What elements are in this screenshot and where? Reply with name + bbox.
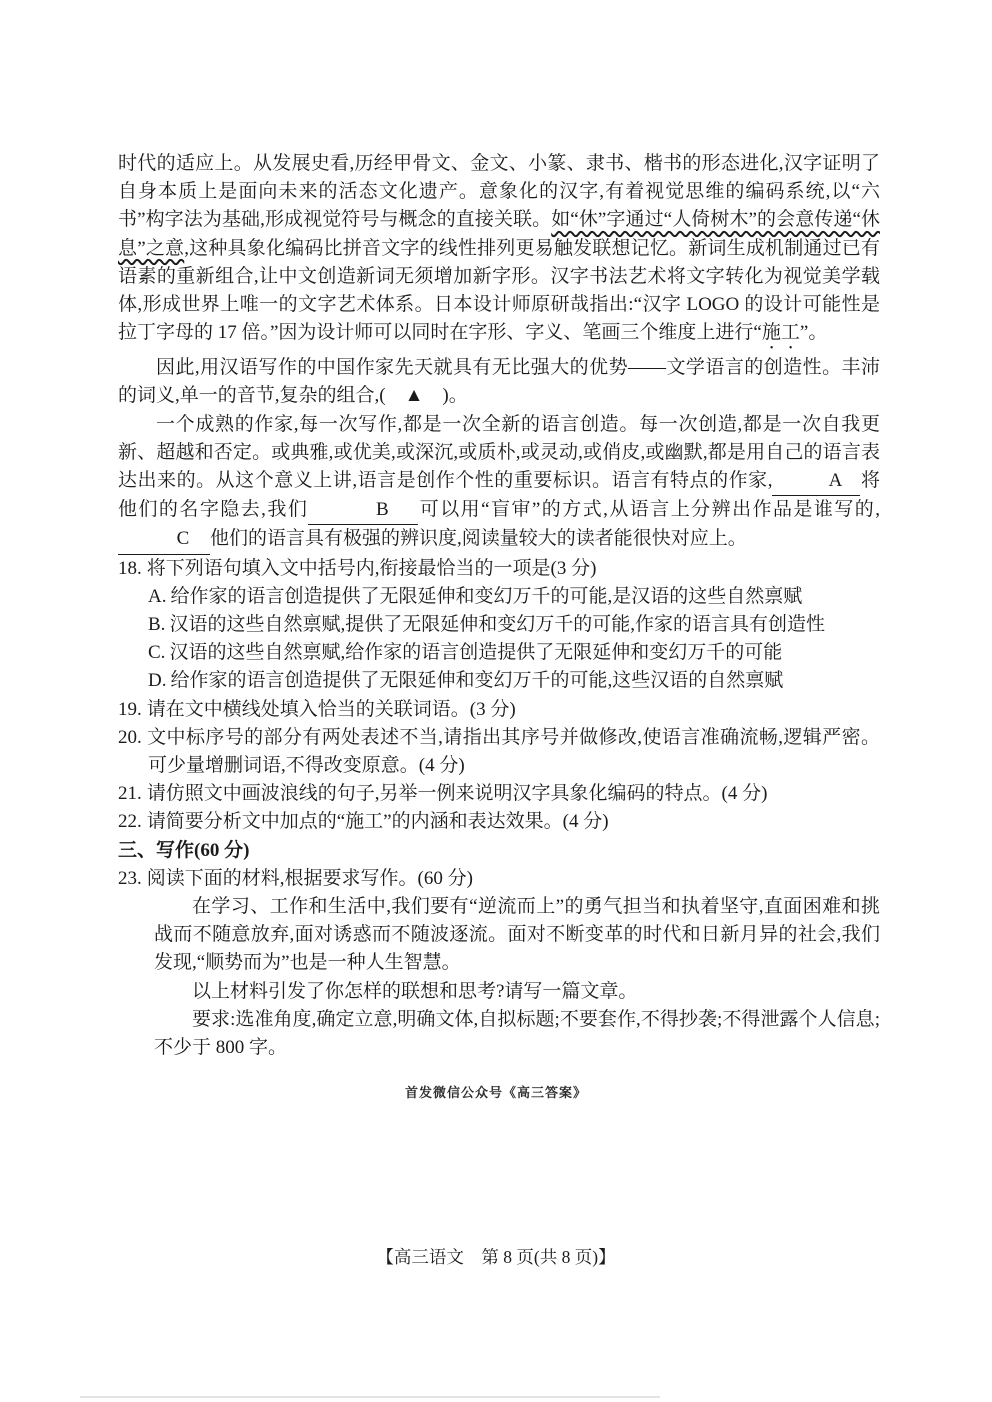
wavy-underlined-sentence: 如“休”字通过“人倚树木”的会意传递“休息”之意 [118, 209, 880, 259]
question-22-number: 22. [118, 811, 142, 833]
option-a-label: A. [148, 585, 167, 607]
fill-in-blank-b: B [308, 496, 418, 525]
question-18-option-a [118, 583, 880, 611]
fill-in-blank-a: A [772, 467, 860, 496]
passage-text: 将他们的名字隐去,我们 [118, 470, 880, 521]
scan-artifact-line [80, 1396, 660, 1398]
question-19 [118, 696, 880, 724]
option-a-text: 给作家的语言创造提供了无限延伸和变幻万千的可能,是汉语的这些自然禀赋 [170, 585, 803, 607]
question-18-text: 将下列语句填入文中括号内,衔接最恰当的一项是(3 分) [146, 557, 597, 579]
option-c-text: 汉语的这些自然禀赋,给作家的语言创造提供了无限延伸和变幻万千的可能 [169, 642, 783, 664]
passage-text: 一个成熟的作家,每一次写作,都是一次全新的语言创造。每一次创造,都是一次自我更新、超越和否定。或典雅,或优美,或深沉,或质朴,或灵动,或俏皮,或幽默,都是用自己的语言表达出来的。从这个意义上讲,语言是创作个性的重要标识。语言有特点的作家, [118, 413, 880, 492]
question-19-number: 19. [118, 698, 142, 720]
fill-in-blank-c: C [118, 525, 210, 554]
exam-content [118, 150, 880, 1062]
option-c-label: C. [148, 642, 166, 664]
question-18-option-d [118, 667, 880, 695]
question-21-number: 21. [118, 783, 142, 805]
option-b-label: B. [148, 614, 166, 636]
option-d-label: D. [148, 670, 167, 692]
question-20 [118, 724, 880, 780]
emphasis-dotted-word: 施工 [761, 322, 800, 344]
passage-text-middle: ,这种具象化编码比拼音文字的线性排列更易触发联想记忆。新词生成机制通过已有语素的重新组合,让中文创造新词无须增加新字形。汉字书法艺术将文字转化为视觉美学载体,形成世界上唯一的文字艺术体系。日本设计师原研哉指出:“汉字 LOGO 的设计可能性是拉丁字母的 17 倍。”因为设计师可以同时在字形、字义、笔画三个维度上进行“ [118, 237, 880, 344]
section-3-heading: 三、写作(60 分) [118, 839, 250, 861]
passage-text-before-wavy: 时代的适应上。从发展史看,历经甲骨文、金文、小篆、隶书、楷书的形态进化,汉字证明了自身本质上是面向未来的活态文化遗产。意象化的汉字,有着视觉思维的编码系统,以“六书”构字法为基础,形成视觉符号与概念的直接关联。 [118, 153, 880, 231]
passage-paragraph-3 [118, 411, 880, 555]
question-23-text: 阅读下面的材料,根据要求写作。(60 分) [146, 867, 473, 889]
essay-material-block [154, 893, 880, 1062]
question-22 [118, 808, 880, 836]
question-23 [118, 865, 880, 893]
question-18-number: 18. [118, 557, 142, 579]
question-18 [118, 555, 880, 583]
essay-material-paragraph: 在学习、工作和生活中,我们要有“逆流而上”的勇气担当和执着坚守,直面困难和挑战而不随意放弃,面对诱惑而不随波逐流。面对不断变革的时代和日新月异的社会,我们发现,“顺势而为”也是一种人生智慧。 [154, 896, 880, 974]
question-22-text: 请简要分析文中加点的“施工”的内涵和表达效果。(4 分) [146, 811, 609, 833]
question-18-option-b [118, 611, 880, 639]
question-21 [118, 780, 880, 808]
question-21-text: 请仿照文中画波浪线的句子,另举一例来说明汉字具象化编码的特点。(4 分) [146, 783, 768, 805]
passage-text: 可以用“盲审”的方式,从语言上分辨出作品是谁写的, [418, 499, 880, 521]
option-b-text: 汉语的这些自然禀赋,提供了无限延伸和变幻万千的可能,作家的语言具有创造性 [169, 614, 825, 636]
question-20-text: 文中标序号的部分有两处表述不当,请指出其序号并做修改,使语言准确流畅,逻辑严密。可少量增删词语,不得改变原意。(4 分) [146, 726, 880, 777]
page-footer: 【高三语文 第 8 页(共 8 页)】 [376, 1247, 616, 1267]
passage-paragraph-2: 因此,用汉语写作的中国作家先天就具有无比强大的优势——文学语言的创造性。丰沛的词义,单一的音节,复杂的组合,( ▲ )。 [118, 357, 880, 407]
essay-prompt: 以上材料引发了你怎样的联想和思考?请写一篇文章。 [192, 980, 638, 1002]
question-20-number: 20. [118, 726, 142, 748]
question-19-text: 请在文中横线处填入恰当的关联词语。(3 分) [146, 698, 516, 720]
essay-requirements: 要求:选准角度,确定立意,明确文体,自拟标题;不要套作,不得抄袭;不得泄露个人信息;不少于 800 字。 [154, 1008, 880, 1059]
passage-paragraph-1 [118, 150, 880, 354]
option-d-text: 给作家的语言创造提供了无限延伸和变幻万千的可能,这些汉语的自然禀赋 [170, 670, 784, 692]
watermark-text: 首发微信公众号《高三答案》 [404, 1085, 587, 1100]
question-23-number: 23. [118, 867, 142, 889]
passage-text: 他们的语言具有极强的辨识度,阅读量较大的读者能很快对应上。 [210, 528, 747, 550]
question-18-option-c [118, 639, 880, 667]
passage-text-end: ”。 [799, 322, 828, 344]
